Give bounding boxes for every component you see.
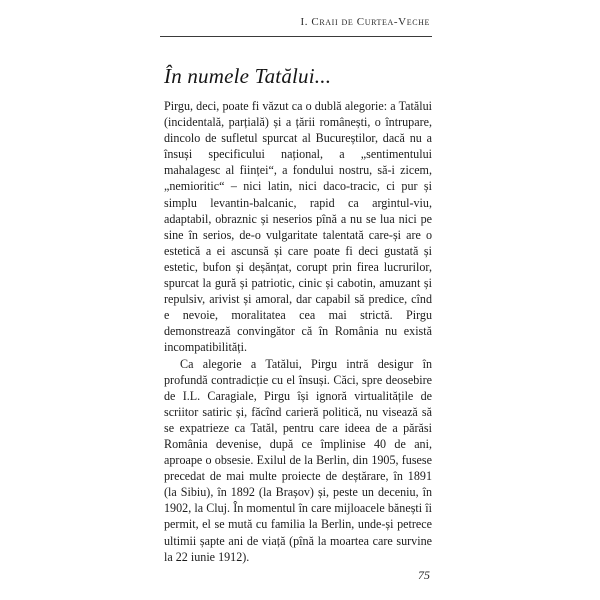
running-head: I. Craii de Curtea-Veche — [300, 16, 430, 28]
header-rule — [160, 36, 432, 37]
chapter-title: În numele Tatălui... — [164, 64, 332, 88]
body-text — [164, 98, 432, 565]
paragraph-1: Pirgu, deci, poate fi văzut ca o dublă alegorie: a Tatălui (incidentală, parțială) și a țării românești, o întrupare, dincolo de sufletul spurcat al Bucureștilor, dacă nu a însuși specificului național, a „sentimentului mahalagesc al ființei“, a fondului nostru, să-i zicem, „nemioritic“ – nici latin, nici daco-tracic, ci pur și simplu levantin-balcanic, rapid ca argintul-viu, adaptabil, obraznic și neserios pînă a nu se lua nici pe sine în serios, de-o vulgaritate talentată care-și are o estetică a ei ascunsă și care poate fi deci gustată și estetic, bufon și deșănțat, corupt prin firea lucrurilor, spurcat la gură și patriotic, cinic și cabotin, amuzant și repulsiv, arivist și amoral, dar capabil să predice, cînd e nevoie, moralitatea cea mai strictă. Pirgu demonstrează convingător că în România nu există incompatibilități. — [164, 99, 432, 355]
paragraph-2: Ca alegorie a Tatălui, Pirgu intră desigur în profundă contradicție cu el însuși. Căci, spre deosebire de I.L. Caragiale, Pirgu își ignoră virtualitățile de scriitor satiric și, făcînd carieră politică, nu visează să se expatrieze ca Tatăl, pentru care ideea de a părăsi România devenise, după ce împlinise 40 de ani, aproape o obsesie. Exilul de la Berlin, din 1905, fusese precedat de mai multe proiecte de deștărare, în 1891 (la Sibiu), în 1892 (la Brașov) și, peste un deceniu, în 1902, la Cluj. În momentul în care mijloacele bănești îi permit, el se mută cu familia la Berlin, unde-și petrece ultimii șapte ani de viață (pînă la moartea care survine la 22 iunie 1912). — [164, 356, 432, 564]
page-number: 75 — [418, 568, 430, 582]
